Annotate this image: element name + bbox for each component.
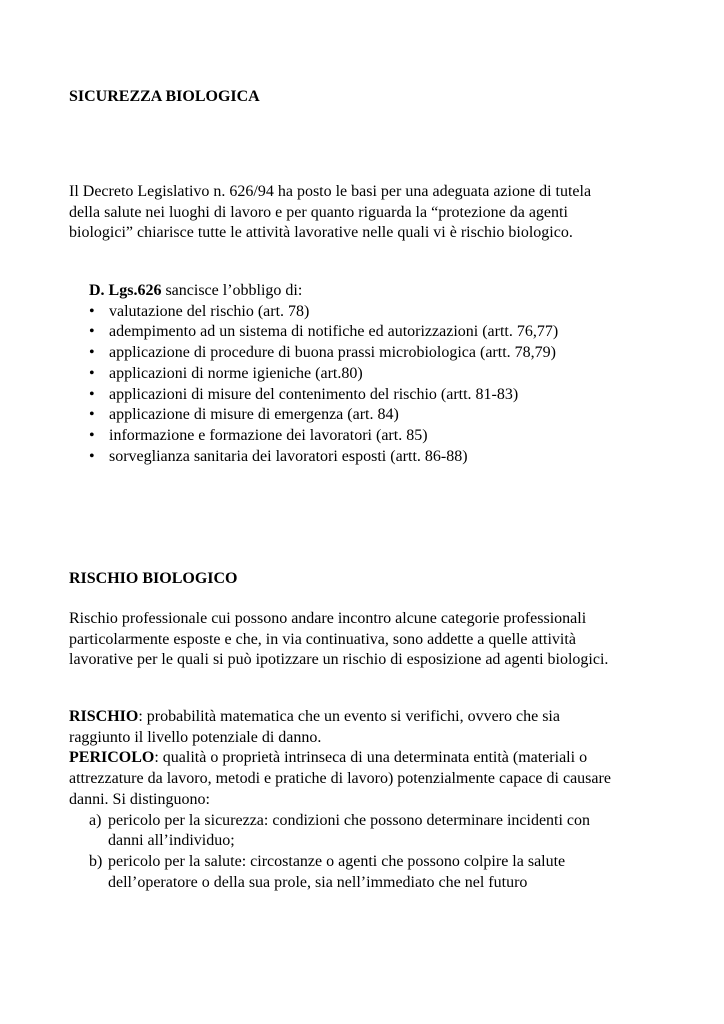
bullet-icon: • — [89, 406, 95, 424]
bullet-icon: • — [89, 364, 95, 382]
section-paragraph — [69, 609, 608, 671]
intro-line: Il Decreto Legislativo n. 626/94 ha posto le basi per una adeguata azione di tutela — [69, 183, 592, 200]
term-pericolo: PERICOLO — [69, 749, 155, 767]
definition-text: attrezzature da lavoro, metodi e pratiche di lavoro) potenzialmente capace di causare — [69, 770, 611, 788]
list-item-text: applicazione di procedure di buona prassi microbiologica (artt. 78,79) — [109, 344, 556, 362]
list-item-text: adempimento ad un sistema di notifiche ed autorizzazioni (artt. 76,77) — [109, 323, 559, 341]
list-item-text: danni all’individuo; — [108, 832, 235, 850]
decree-name: D. Lgs.626 — [89, 282, 162, 299]
list-item-text: applicazioni di misure del contenimento del rischio (artt. 81-83) — [109, 385, 519, 403]
lead-text: sancisce l’obbligo di: — [161, 282, 303, 299]
list-item-text: dell’operatore o della sua prole, sia nell’immediato che nel futuro — [108, 873, 528, 891]
list-item-text: applicazioni di norme igieniche (art.80) — [109, 364, 363, 382]
page-title — [69, 87, 260, 108]
list-item-text: applicazione di misure di emergenza (art. 84) — [109, 406, 399, 424]
list-item — [69, 364, 558, 385]
intro-line: della salute nei luoghi di lavoro e per quanto riguarda la “protezione da agenti — [69, 203, 568, 221]
list-item-text: sorveglianza sanitaria dei lavoratori esposti (artt. 86-88) — [109, 447, 468, 465]
definition-text: raggiunto il livello potenziale di danno. — [69, 728, 322, 746]
list-item — [69, 426, 558, 447]
intro-line: biologici” chiarisce tutte le attività lavorative nelle quali vi è rischio biologico. — [69, 224, 573, 242]
list-item — [69, 405, 558, 426]
intro-paragraph — [69, 182, 591, 244]
section-heading — [69, 569, 237, 590]
definition-pericolo — [69, 748, 611, 769]
bullet-icon: • — [89, 323, 95, 341]
obligations-list — [69, 281, 558, 467]
list-item — [69, 343, 558, 364]
list-item-text: informazione e formazione dei lavoratori (art. 85) — [109, 426, 428, 444]
section-heading-text: RISCHIO BIOLOGICO — [69, 570, 238, 587]
term-rischio: RISCHIO — [69, 708, 139, 725]
hazard-item-b — [69, 852, 611, 893]
list-marker: a) — [89, 811, 102, 829]
list-item — [69, 302, 558, 323]
hazard-item-a — [69, 811, 611, 852]
list-item — [69, 322, 558, 343]
obligations-lead — [69, 281, 558, 302]
definitions — [69, 707, 611, 893]
list-marker: b) — [89, 852, 103, 870]
title-text: SICUREZZA BIOLOGICA — [69, 88, 260, 105]
bullet-icon: • — [89, 302, 95, 320]
bullet-icon: • — [89, 385, 95, 403]
paragraph-line: lavorative per le quali si può ipotizzare un rischio di esposizione ad agenti biologici. — [69, 651, 609, 669]
definition-rischio — [69, 707, 611, 728]
bullet-icon: • — [89, 447, 95, 465]
list-item-text: pericolo per la salute: circostanze o agenti che possono colpire la salute — [108, 852, 566, 870]
list-item — [69, 385, 558, 406]
list-item-text: pericolo per la sicurezza: condizioni che possono determinare incidenti con — [108, 811, 591, 829]
list-item-text: valutazione del rischio (art. 78) — [109, 302, 310, 320]
list-item — [69, 447, 558, 468]
paragraph-line: particolarmente esposte e che, in via continuativa, sono addette a quelle attività — [69, 630, 576, 648]
paragraph-line: Rischio professionale cui possono andare incontro alcune categorie professionali — [69, 610, 587, 627]
definition-text: : probabilità matematica che un evento si verifichi, ovvero che sia — [138, 708, 560, 725]
definition-text: danni. Si distinguono: — [69, 790, 210, 808]
bullet-icon: • — [89, 426, 95, 444]
bullet-icon: • — [89, 344, 95, 362]
definition-text: : qualità o proprietà intrinseca di una determinata entità (materiali o — [154, 749, 588, 767]
